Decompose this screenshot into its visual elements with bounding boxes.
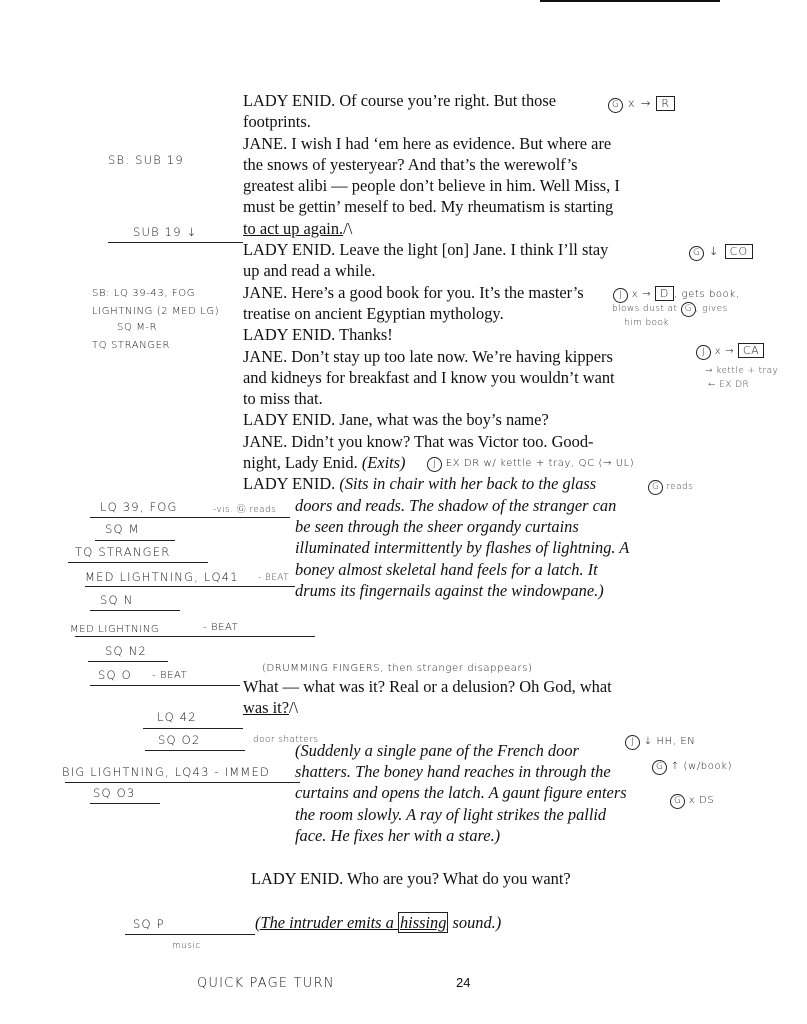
annotation-vis-reads: -vis. Ⓖ reads	[213, 505, 277, 515]
cue-line	[75, 636, 315, 637]
blocking-note	[696, 343, 764, 360]
cue-line	[68, 562, 208, 563]
annotation-lq39-fog: LQ 39, FOG	[100, 500, 178, 514]
blocking-note	[625, 735, 695, 750]
script-line: JANE. I wish I had ‘em here as evidence. But where are	[243, 133, 612, 153]
script-line	[243, 697, 683, 718]
cue-line	[145, 750, 245, 751]
caret-mark: /\	[288, 698, 299, 718]
script-line: JANE. Don’t stay up too late now. We’re having kippers	[243, 346, 613, 366]
script-line: and kidneys for breakfast and I know you wouldn’t want	[243, 367, 615, 387]
annotation-med-lightning: MED LIGHTNING	[70, 624, 160, 635]
cue-line	[90, 803, 160, 804]
annotation-lq42: LQ 42	[157, 710, 197, 724]
script-line: JANE. Here’s a good book for you. It’s the master’s	[243, 282, 584, 302]
stage-direction-line: drums its fingernails against the windowpane.)	[295, 580, 604, 600]
movement: x →	[627, 96, 652, 110]
annotation-big-lightning: BIG LIGHTNING, LQ43 - IMMED	[62, 765, 270, 779]
cue-line	[90, 685, 240, 686]
script-line: to miss that.	[243, 389, 323, 409]
cue-line	[108, 242, 243, 243]
annotation-sq-m: SQ M	[105, 522, 140, 536]
cue-line	[143, 728, 243, 729]
script-line	[243, 218, 683, 239]
cue-line	[95, 540, 175, 541]
script-line: What — what was it? Real or a delusion? Oh God, what	[243, 677, 612, 697]
blocking-note	[670, 794, 714, 809]
annotation-sq-mr: SQ M-R	[117, 322, 158, 333]
actor-circle: J	[613, 288, 628, 303]
cue-line	[90, 517, 290, 518]
stage-direction-block	[243, 740, 683, 846]
direction-text: (The intruder emits a	[255, 912, 398, 932]
top-edge-mark	[540, 0, 720, 2]
blocking-note: → kettle + tray	[705, 366, 779, 376]
actor-circle: J	[427, 457, 442, 472]
direction-text: sound.)	[448, 912, 502, 932]
stage-direction-line: boney almost skeletal hand feels for a latch. It	[295, 559, 598, 579]
annotation-beat: - BEAT	[152, 670, 188, 681]
script-line	[243, 473, 683, 494]
stage-direction-line: be seen through the sheer organdy curtains	[295, 516, 579, 536]
annotation-drumming: (DRUMMING FINGERS, then stranger disappears)	[262, 663, 533, 674]
cue-line	[125, 934, 255, 935]
character-name: LADY ENID.	[243, 474, 336, 494]
page-number: 24	[456, 975, 471, 990]
position-box: CA	[738, 343, 764, 358]
note: reads	[666, 482, 694, 492]
underlined-cue-text: to act up again.	[243, 218, 344, 238]
blocking-note	[648, 480, 693, 495]
caret-mark: /\	[343, 218, 353, 238]
actor-circle: J	[625, 735, 640, 750]
script-line: LADY ENID. Who are you? What do you want?	[251, 869, 571, 889]
annotation-sb-sub19: SB: SUB 19	[108, 153, 184, 167]
annotation-sq-o: SQ O	[98, 668, 132, 682]
actor-circle: G	[681, 302, 696, 317]
blocking-note	[427, 457, 634, 472]
annotation-sq-o2: SQ O2	[158, 733, 201, 747]
annotation-sq-o3: SQ O3	[93, 786, 136, 800]
annotation-sq-n2: SQ N2	[105, 644, 147, 658]
actor-circle: G	[652, 760, 667, 775]
note: ↓ HH, EN	[643, 736, 696, 747]
stage-direction-line: the room slowly. A ray of light strikes the pallid	[295, 804, 607, 824]
blocking-note: ← EX DR	[708, 380, 750, 390]
script-line: up and read a while.	[243, 261, 376, 281]
script-line: LADY ENID. Leave the light [on] Jane. I think I’ll stay	[243, 240, 609, 260]
cue-line	[90, 610, 180, 611]
stage-direction-inline: (Exits)	[361, 453, 406, 473]
line-text: night, Lady Enid.	[243, 453, 358, 473]
note: , gives	[695, 304, 728, 314]
position-box: D	[655, 286, 674, 301]
note: ↑ (w/book)	[670, 761, 733, 772]
annotation-quick-page-turn: QUICK PAGE TURN	[197, 976, 335, 991]
note: EX DR w/ kettle + tray, QC (→ UL)	[445, 458, 635, 469]
underlined-cue-text: was it?	[243, 698, 289, 718]
cue-line	[85, 586, 295, 587]
note: blows dust at	[612, 304, 678, 314]
annotation-beat: - BEAT	[258, 573, 290, 583]
movement: x →	[631, 289, 652, 300]
blocking-note	[613, 286, 740, 303]
script-line: LADY ENID. Jane, what was the boy’s name?	[243, 410, 549, 430]
stage-direction-line: doors and reads. The shadow of the stranger can	[295, 495, 617, 515]
stage-direction-line: curtains and opens the latch. A gaunt figure enters	[295, 783, 627, 803]
position-box: CO	[725, 244, 754, 259]
script-line: footprints.	[243, 112, 311, 132]
blocking-note	[608, 96, 675, 113]
script-line: JANE. Didn’t you know? That was Victor too. Good-	[243, 431, 594, 451]
script-line: the snows of yesteryear? And that’s the werewolf’s	[243, 154, 578, 174]
note: , gets book,	[673, 289, 740, 300]
stage-direction-block	[243, 495, 683, 601]
annotation-tq-stranger: TQ STRANGER	[75, 545, 171, 559]
script-line: must be gettin’ meself to bed. My rheumatism is starting	[243, 197, 614, 217]
script-text	[243, 90, 683, 933]
annotation-sb-lq: SB: LQ 39-43, FOG	[92, 288, 196, 299]
stage-direction-line: (Suddenly a single pane of the French door	[295, 740, 579, 760]
actor-circle: G	[608, 98, 623, 113]
stage-direction-line: illuminated intermittently by flashes of lightning. A	[295, 538, 630, 558]
annotation-tq-stranger-sb: TQ STRANGER	[92, 340, 171, 351]
annotation-door-shatters: door shatters	[253, 735, 319, 745]
blocking-note	[689, 244, 753, 261]
note: x DS	[688, 795, 715, 806]
movement: ↓	[708, 244, 720, 258]
stage-direction-line: shatters. The boney hand reaches in through the	[295, 762, 611, 782]
annotation-sq-n: SQ N	[100, 593, 134, 607]
actor-circle: J	[696, 345, 711, 360]
annotation-music: music	[172, 941, 201, 951]
position-box: R	[656, 96, 675, 111]
actor-circle: G	[689, 246, 704, 261]
cue-line	[88, 661, 168, 662]
stage-direction-line	[243, 912, 683, 933]
spacer	[243, 890, 683, 912]
blocking-note	[612, 302, 728, 317]
actor-circle: G	[648, 480, 663, 495]
annotation-sq-p: SQ P	[133, 917, 165, 931]
stage-direction-inline: (Sits in chair with her back to the glass	[339, 474, 597, 494]
movement: x →	[714, 346, 735, 357]
script-line: greatest alibi — people don’t believe in him. Well Miss, I	[243, 176, 620, 196]
cue-line	[65, 782, 300, 783]
boxed-word: hissing	[399, 912, 447, 932]
actor-circle: G	[670, 794, 685, 809]
spacer	[243, 846, 683, 868]
annotation-med-lightning-lq41: MED LIGHTNING, LQ41	[85, 570, 239, 584]
blocking-note	[652, 760, 732, 775]
script-line: LADY ENID. Thanks!	[243, 325, 393, 345]
script-line: treatise on ancient Egyptian mythology.	[243, 303, 504, 323]
blocking-note: him book	[624, 318, 669, 328]
annotation-lightning-2med: LIGHTNING (2 MED LG)	[92, 306, 220, 317]
script-line: LADY ENID. Of course you’re right. But those	[243, 91, 557, 110]
annotation-beat: - BEAT	[203, 622, 239, 633]
stage-direction-line: face. He fixes her with a stare.)	[295, 825, 501, 845]
annotation-sub19-go: SUB 19 ↓	[133, 225, 198, 239]
